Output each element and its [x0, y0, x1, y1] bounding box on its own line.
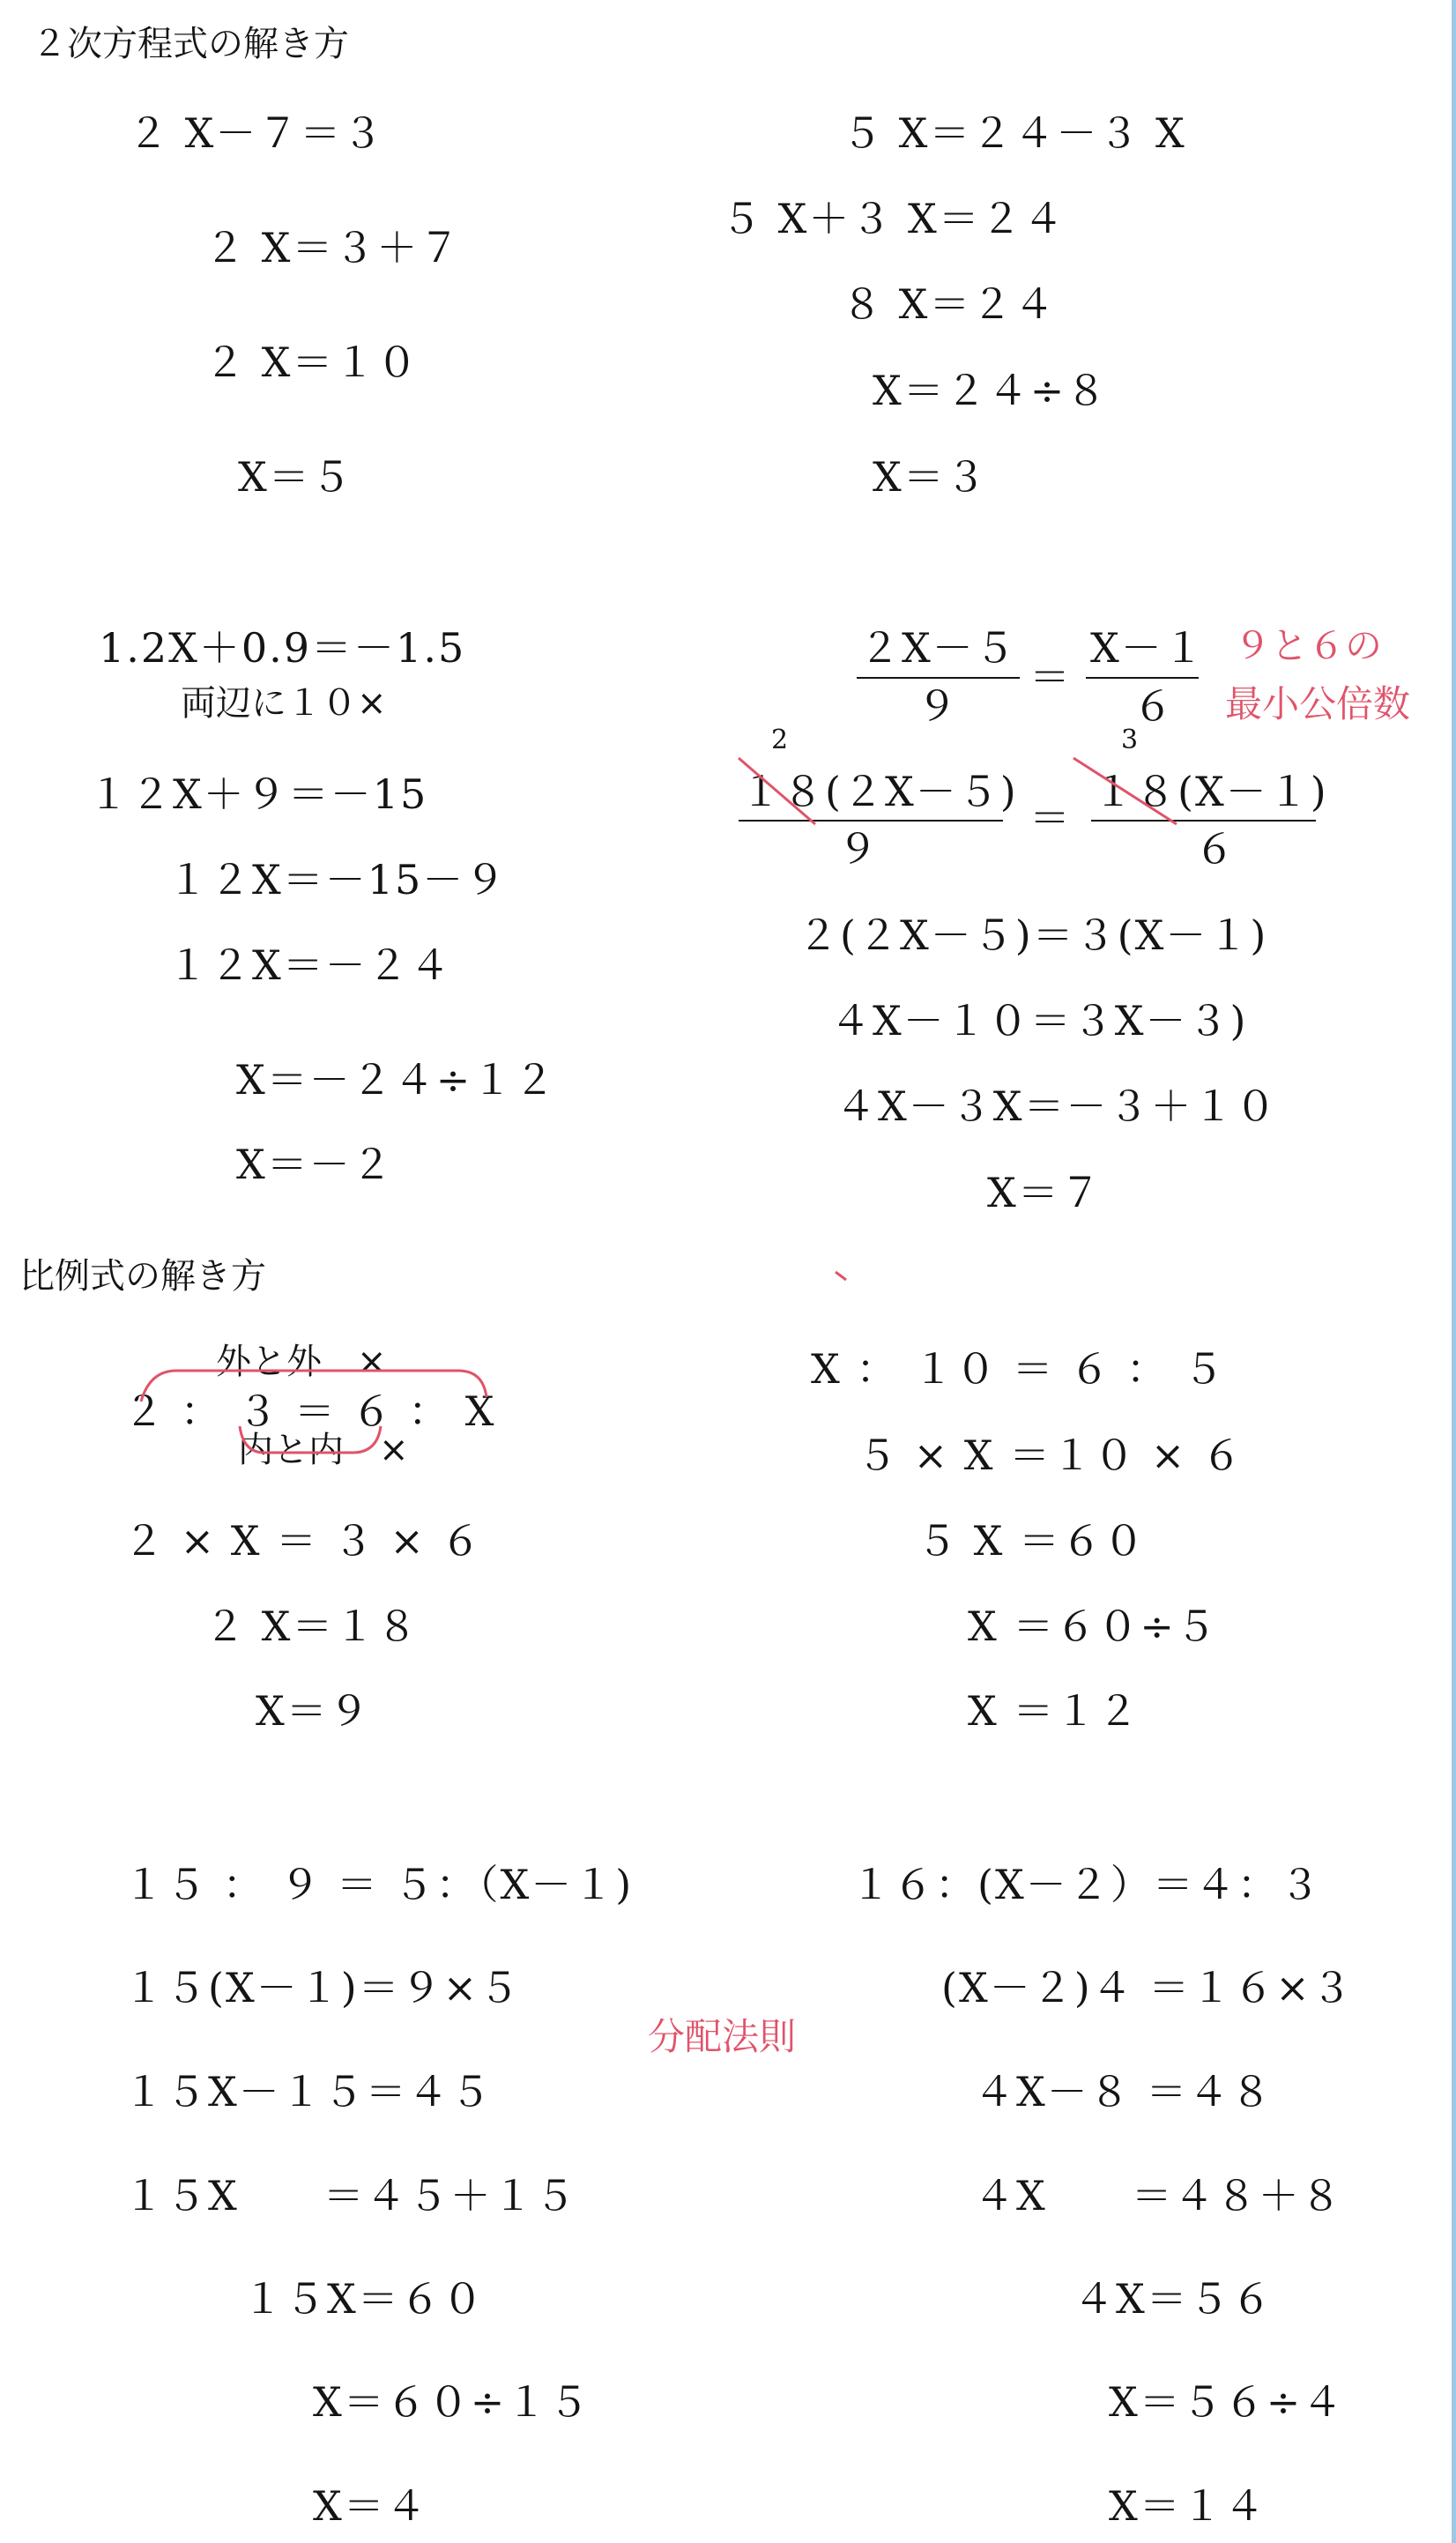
- ex4-step-4: X＝７: [987, 1169, 1103, 1216]
- ex4-note-line-2: 最小公倍数: [1225, 682, 1411, 725]
- middle-note: 分配法則: [648, 2015, 797, 2058]
- stray-red-mark: [836, 1272, 846, 1280]
- ex4-note-line-1: ９と６の: [1234, 624, 1383, 667]
- ex3-line-3: １２X＝－15－９: [167, 856, 508, 903]
- ex4-step-3: ４X－３X＝－３＋１０: [836, 1082, 1278, 1130]
- inner-bracket: [240, 1426, 381, 1453]
- ex5-proportion: ２ ： ３ ＝ ６ ： X: [123, 1387, 496, 1435]
- ex1-line-2: ２ X＝３＋７: [204, 224, 462, 271]
- ex8-line-7: X＝１４: [1109, 2482, 1267, 2530]
- ex4-frac4-numerator: １８(X－１): [1093, 768, 1328, 815]
- ex2-line-1: ５ X＝２４－３ X: [842, 109, 1186, 157]
- ex2-line-5: X＝３: [873, 453, 988, 501]
- ex8-line-2: (X－２)４ ＝１６×３: [941, 1964, 1354, 2011]
- ex4-frac1-numerator: ２X－５: [859, 624, 1017, 672]
- ex5-inner-label: 内と内 ×: [238, 1430, 409, 1470]
- ex4-frac4-denominator: ６: [1194, 825, 1237, 873]
- ex7-line-5: １５X＝６０: [242, 2275, 485, 2323]
- ex1-line-3: ２ X＝１０: [204, 338, 420, 386]
- ex8-line-5: ４X＝５６: [1073, 2275, 1274, 2323]
- section-title-proportion: 比例式の解き方: [19, 1256, 266, 1297]
- ex1-line-4: X＝５: [238, 453, 353, 501]
- ex3-line-5: X＝－２４÷１２: [236, 1056, 557, 1104]
- ex3-note: 両辺に１０×: [181, 683, 387, 724]
- ex4-frac3-numerator: １８(２X－５): [740, 768, 1018, 815]
- ex5-step-2: ２ X＝１８: [204, 1602, 420, 1650]
- ex4-frac3-denominator: ９: [837, 825, 880, 873]
- ex4-cancel-left-small: 2: [771, 725, 791, 755]
- outer-bracket: [141, 1371, 487, 1402]
- ex6-line-2: ５ × X ＝１０ × ６: [857, 1431, 1244, 1479]
- ex4-equals-2: ＝: [1029, 794, 1072, 842]
- ex3-line-1: 1.2X＋0.9＝－1.5: [99, 624, 466, 672]
- ex3-line-4: １２X＝－２４: [167, 941, 452, 989]
- ex7-line-7: X＝４: [313, 2482, 428, 2530]
- ex2-line-3: ８ X＝２４: [842, 280, 1057, 328]
- ex8-line-1: １６：(X－２）＝４：３: [851, 1861, 1322, 1908]
- ex6-line-3: ５ X ＝６０: [917, 1517, 1146, 1565]
- ex4-frac2-numerator: X－１: [1090, 624, 1206, 672]
- ex4-step-2: ４X－１０＝３X－３): [830, 997, 1248, 1045]
- ex5-step-1: ２ × X ＝ ３ × ６: [123, 1517, 483, 1565]
- ex1-line-1: ２ X－７＝３: [128, 109, 385, 157]
- ex7-line-1: １５ ： ９ ＝ ５：（X－１): [123, 1861, 634, 1908]
- ex5-step-3: X＝９: [256, 1687, 371, 1735]
- cancel-stroke-right: [1073, 758, 1177, 824]
- ex6-line-1: X ： １０ ＝ ６ ： ５: [811, 1345, 1226, 1393]
- ex7-line-2: １５(X－１)＝９×５: [123, 1964, 522, 2011]
- cancel-stroke-left: [739, 758, 815, 824]
- ex5-outer-label: 外と外 ×: [216, 1342, 387, 1382]
- ex4-frac1-denominator: ９: [917, 682, 959, 730]
- ex2-line-4: X＝２４÷８: [873, 367, 1109, 414]
- ex4-step-1: ２(２X－５)＝３(X－１): [798, 911, 1268, 959]
- ex4-equals-1: ＝: [1029, 653, 1072, 701]
- ex2-line-2: ５ X＋３ X＝２４: [721, 195, 1066, 242]
- ex6-line-5: X ＝１２: [968, 1687, 1140, 1735]
- section-title-quadratic: ２次方程式の解き方: [32, 24, 349, 64]
- ex7-line-3: １５X－１５＝４５: [123, 2068, 493, 2115]
- ex7-line-6: X＝６０÷１５: [313, 2378, 591, 2426]
- ex3-line-2: １２X＋９＝－15: [88, 770, 428, 818]
- ex8-line-6: X＝５６÷４: [1109, 2378, 1345, 2426]
- ex8-line-3: ４X－８ ＝４８: [974, 2068, 1274, 2115]
- ex8-line-4: ４X ＝４８＋８: [974, 2172, 1343, 2220]
- ex6-line-4: X ＝６０÷５: [968, 1602, 1218, 1650]
- ex3-line-6: X＝－２: [236, 1141, 394, 1188]
- ex4-cancel-right-small: 3: [1121, 725, 1140, 755]
- ex4-frac2-denominator: ６: [1133, 682, 1175, 730]
- ex7-line-4: １５X ＝４５＋１５: [123, 2172, 577, 2220]
